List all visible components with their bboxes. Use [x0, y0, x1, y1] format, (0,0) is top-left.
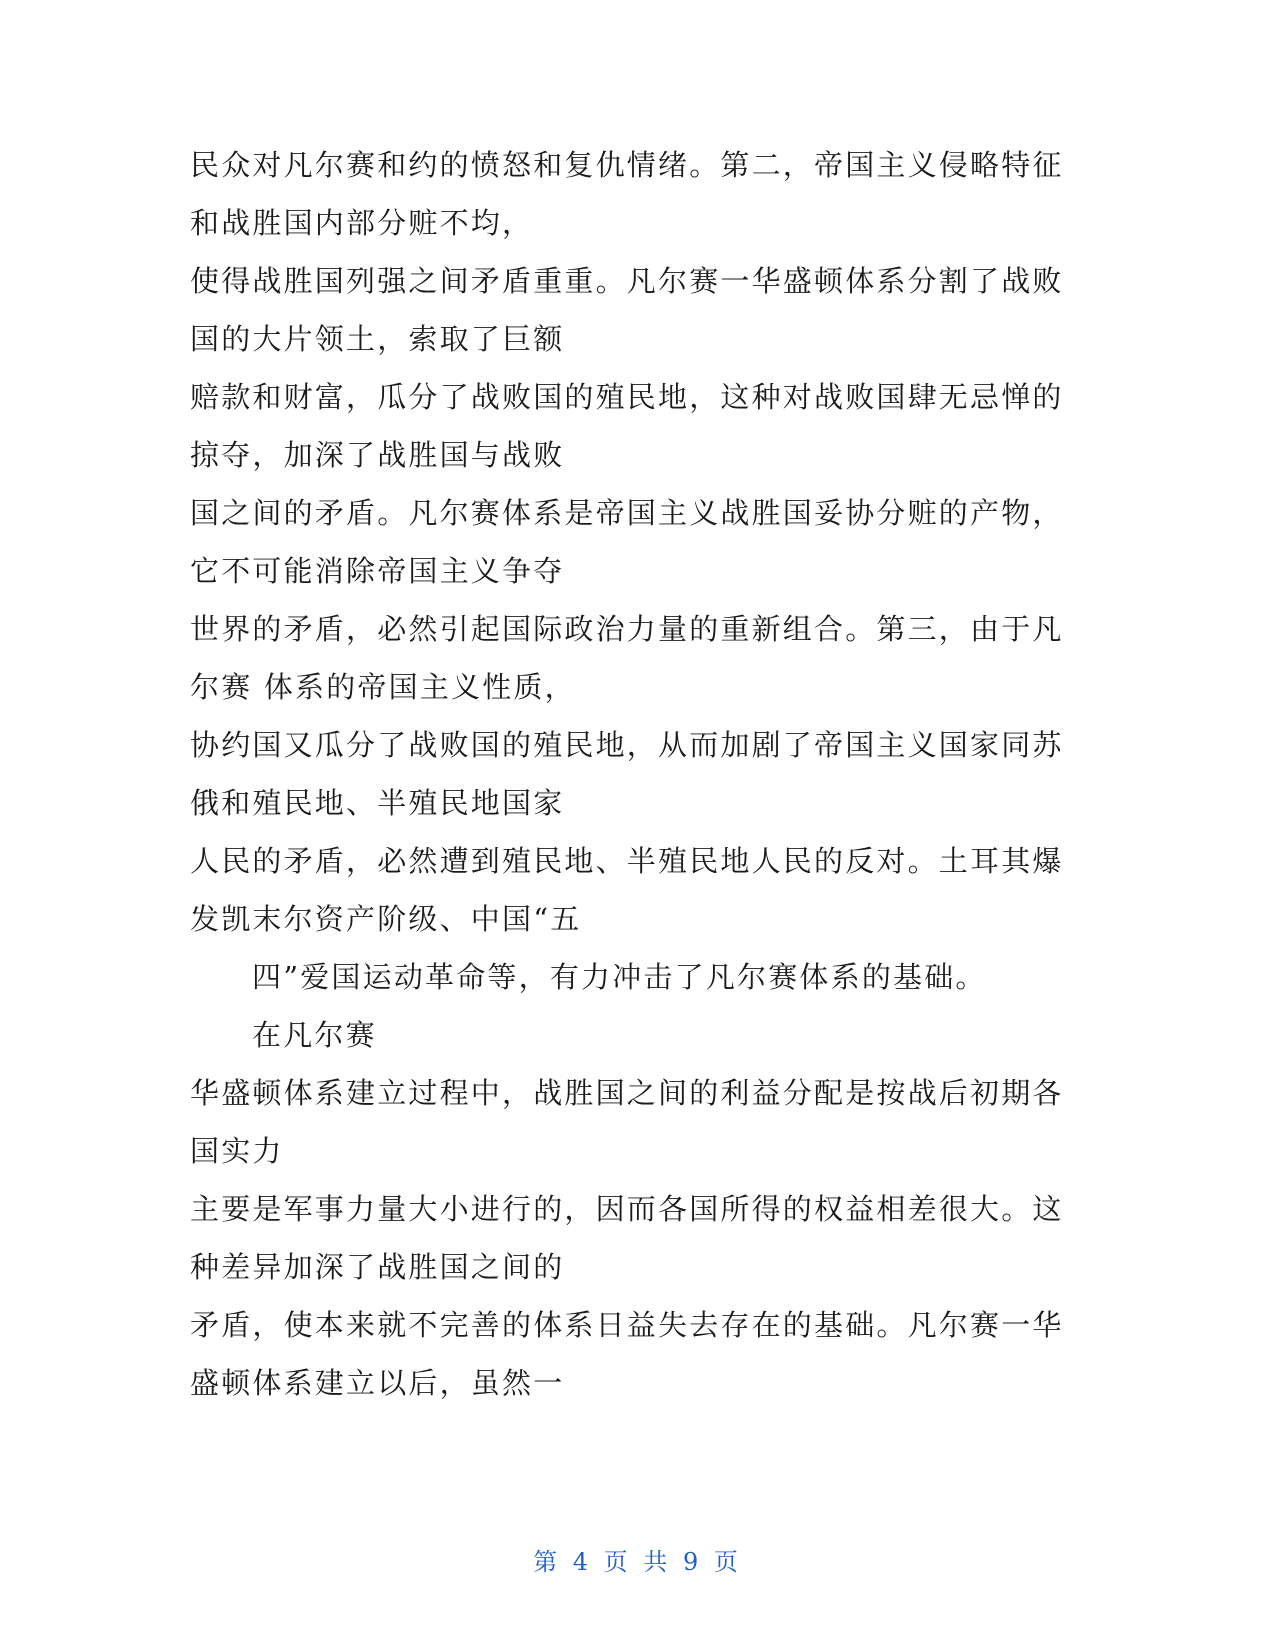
page-number-footer: [0, 1542, 1275, 1577]
text-line: 掠夺，加深了战胜国与战败: [190, 438, 565, 472]
text-line: 华盛顿体系建立过程中，战胜国之间的利益分配是按战后初期各: [190, 1076, 1064, 1110]
text-line: 世界的矛盾，必然引起国际政治力量的重新组合。第三，由于凡: [190, 612, 1064, 646]
text-line: 赔款和财富，瓜分了战败国的殖民地，这种对战败国肆无忌惮的: [190, 380, 1064, 414]
text-line: 协约国又瓜分了战败国的殖民地，从而加剧了帝国主义国家同苏: [190, 728, 1064, 762]
footer-middle: 页 共: [603, 1548, 672, 1576]
text-line: 主要是军事力量大小进行的，因而各国所得的权益相差很大。这: [190, 1192, 1064, 1226]
text-line: 矛盾，使本来就不完善的体系日益失去存在的基础。凡尔赛一华: [190, 1308, 1064, 1342]
text-line: 盛顿体系建立以后，虽然一: [190, 1366, 565, 1400]
text-line: 使得战胜国列强之间矛盾重重。凡尔赛一华盛顿体系分割了战败: [190, 264, 1064, 298]
current-page-number: 4: [572, 1548, 593, 1576]
text-line: 发凯末尔资产阶级、中国“五: [190, 902, 582, 936]
text-line: 国实力: [190, 1134, 284, 1168]
text-line: 尔赛 体系的帝国主义性质，: [190, 670, 576, 704]
footer-suffix: 页: [713, 1548, 742, 1576]
text-line: 四”爱国运动革命等，有力冲击了凡尔赛体系的基础。: [252, 960, 987, 994]
footer-prefix: 第: [533, 1548, 562, 1576]
text-line: 国的大片领土，索取了巨额: [190, 322, 565, 356]
text-line: 它不可能消除帝国主义争夺: [190, 554, 565, 588]
text-line: 国之间的矛盾。凡尔赛体系是帝国主义战胜国妥协分赃的产物，: [190, 496, 1064, 530]
text-line: 民众对凡尔赛和约的愤怒和复仇情绪。第二，帝国主义侵略特征: [190, 148, 1064, 182]
text-line: 和战胜国内部分赃不均，: [190, 206, 534, 240]
text-line: 人民的矛盾，必然遭到殖民地、半殖民地人民的反对。土耳其爆: [190, 844, 1064, 878]
text-line: 俄和殖民地、半殖民地国家: [190, 786, 565, 820]
text-line: 在凡尔赛: [252, 1018, 377, 1052]
text-line: 种差异加深了战胜国之间的: [190, 1250, 565, 1284]
total-pages-number: 9: [682, 1548, 703, 1576]
